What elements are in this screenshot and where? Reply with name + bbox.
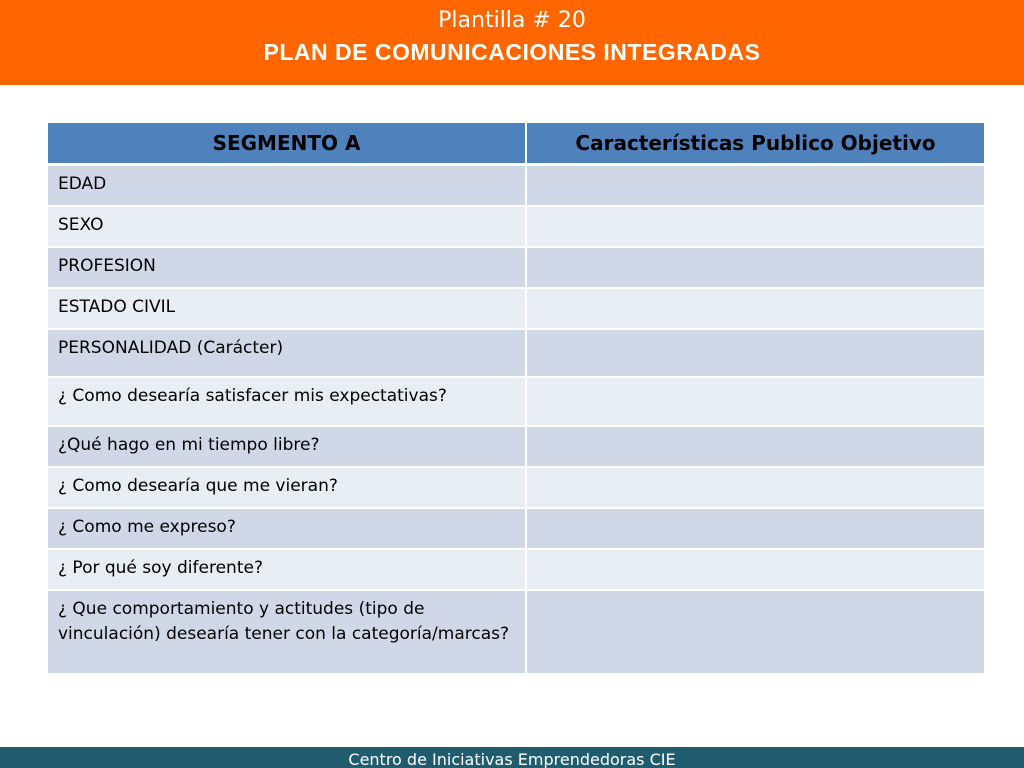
row-value-cell[interactable] bbox=[526, 165, 984, 206]
row-value-cell[interactable] bbox=[526, 426, 984, 467]
table-row bbox=[48, 377, 984, 426]
row-label: ESTADO CIVIL bbox=[48, 288, 526, 329]
table-row bbox=[48, 288, 984, 329]
table-row bbox=[48, 467, 984, 508]
table-row bbox=[48, 549, 984, 590]
header-banner bbox=[0, 0, 1024, 85]
row-value-cell[interactable] bbox=[526, 377, 984, 426]
table-row bbox=[48, 426, 984, 467]
row-value-cell[interactable] bbox=[526, 549, 984, 590]
table-row bbox=[48, 590, 984, 674]
row-label: ¿ Como desearía que me vieran? bbox=[48, 467, 526, 508]
template-number: Plantilla # 20 bbox=[438, 8, 586, 33]
row-value-cell[interactable] bbox=[526, 206, 984, 247]
table-row bbox=[48, 508, 984, 549]
row-value-cell[interactable] bbox=[526, 288, 984, 329]
row-label: PROFESION bbox=[48, 247, 526, 288]
footer-text: Centro de Iniciativas Emprendedoras CIE bbox=[348, 750, 676, 768]
row-value-cell[interactable] bbox=[526, 247, 984, 288]
row-label: SEXO bbox=[48, 206, 526, 247]
row-value-cell[interactable] bbox=[526, 467, 984, 508]
row-label: PERSONALIDAD (Carácter) bbox=[48, 329, 526, 377]
column-header-segment: SEGMENTO A bbox=[48, 123, 526, 165]
row-value-cell[interactable] bbox=[526, 590, 984, 674]
table-header-row bbox=[48, 123, 984, 165]
footer-bar bbox=[0, 747, 1024, 768]
row-label: ¿ Que comportamiento y actitudes (tipo de vinculación) desearía tener con la categoría/marcas? bbox=[48, 590, 526, 674]
table-row bbox=[48, 165, 984, 206]
table-row bbox=[48, 247, 984, 288]
row-label: EDAD bbox=[48, 165, 526, 206]
row-value-cell[interactable] bbox=[526, 508, 984, 549]
column-header-characteristics: Características Publico Objetivo bbox=[526, 123, 984, 165]
page-title: PLAN DE COMUNICACIONES INTEGRADAS bbox=[263, 39, 761, 65]
row-label: ¿ Como desearía satisfacer mis expectativas? bbox=[48, 377, 526, 426]
segment-table bbox=[48, 123, 984, 675]
row-value-cell[interactable] bbox=[526, 329, 984, 377]
table-row bbox=[48, 206, 984, 247]
row-label: ¿Qué hago en mi tiempo libre? bbox=[48, 426, 526, 467]
table-row bbox=[48, 329, 984, 377]
row-label: ¿ Por qué soy diferente? bbox=[48, 549, 526, 590]
row-label: ¿ Como me expreso? bbox=[48, 508, 526, 549]
